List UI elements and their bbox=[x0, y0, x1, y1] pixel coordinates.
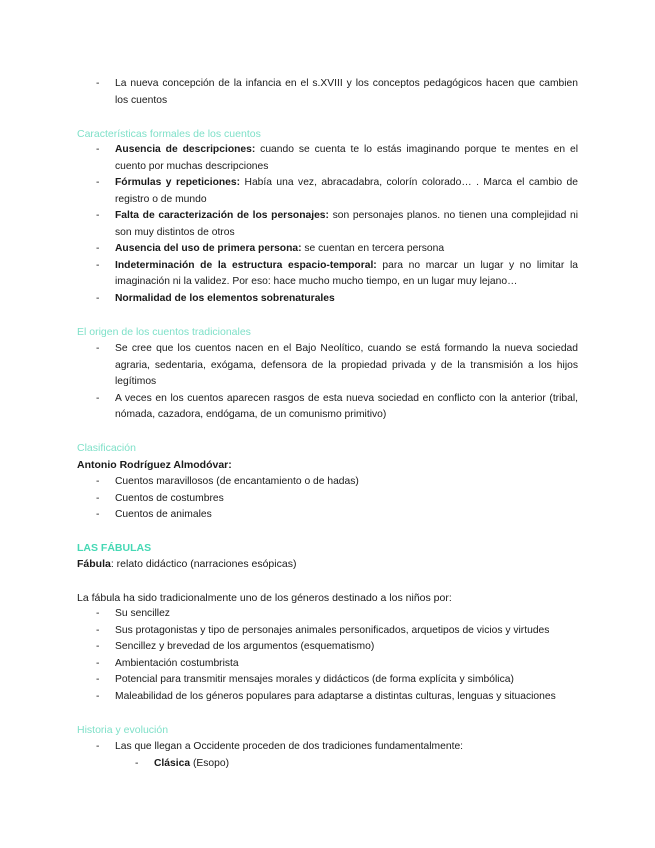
list-item bbox=[0, 474, 578, 491]
bullet-dash: - bbox=[96, 641, 100, 652]
section-heading-fabulas: LAS FÁBULAS bbox=[77, 542, 152, 554]
bullet-text: Potencial para transmitir mensajes morales y didácticos (de forma explícita y simbólica) bbox=[115, 674, 514, 685]
bullet-dash: - bbox=[96, 608, 100, 619]
bullet-dash: - bbox=[96, 210, 100, 221]
list-item bbox=[0, 639, 578, 656]
bullet-dash: - bbox=[96, 392, 100, 404]
sub-list-item bbox=[0, 756, 578, 773]
bullet-text: Se cree que los cuentos nacen en el Bajo Neolítico, cuando se está formando la nueva sociedad agraria, sedentaria, exógama, defensora de la propiedad privada y de la transmisión a los hijos legítimos bbox=[115, 343, 578, 387]
bullet-dash: - bbox=[96, 243, 100, 254]
bullet-text: cuando se cuenta te lo estás imaginando porque te mentes en el cuento por muchas descripciones bbox=[115, 144, 578, 172]
historia-list bbox=[0, 739, 655, 772]
section-heading-origen: El origen de los cuentos tradicionales bbox=[77, 326, 251, 338]
bullet-text: La nueva concepción de la infancia en el s.XVIII y los conceptos pedagógicos hacen que cambien los cuentos bbox=[115, 78, 578, 106]
bullet-text: Cuentos de animales bbox=[115, 509, 212, 520]
bullet-text: Había una vez, abracadabra, colorín colorado… . Marca el cambio de registro o de mundo bbox=[115, 177, 578, 205]
bullet-text: para no marcar un lugar y no limitar la imaginación ni la validez. Por eso: hace mucho mucho tiempo, en un lugar muy lejano… bbox=[115, 259, 578, 287]
bullet-dash: - bbox=[96, 144, 100, 155]
list-item bbox=[0, 739, 578, 756]
origen-list bbox=[0, 341, 655, 424]
bullet-dash: - bbox=[96, 492, 100, 504]
bullet-text: Maleabilidad de los géneros populares para adaptarse a distintas culturas, lenguas y situaciones bbox=[115, 690, 556, 702]
bullet-dash: - bbox=[96, 259, 100, 271]
bullet-term: Indeterminación de la estructura espacio-temporal: bbox=[115, 259, 377, 271]
list-item bbox=[0, 76, 578, 109]
bullet-dash: - bbox=[135, 757, 139, 769]
list-item bbox=[0, 142, 578, 175]
section-heading-historia: Historia y evolución bbox=[77, 724, 169, 736]
bullet-text: A veces en los cuentos aparecen rasgos de esta nueva sociedad en conflicto con la anterior (tribal, nómada, cazadora, endógama, de un comunismo primitivo) bbox=[115, 392, 578, 420]
list-item bbox=[0, 606, 578, 623]
bullet-term: Clásica bbox=[154, 757, 191, 769]
list-item bbox=[0, 391, 578, 424]
fabulas-list bbox=[0, 606, 655, 705]
fabula-definition bbox=[77, 556, 577, 573]
list-item bbox=[0, 208, 578, 241]
bullet-term: Ausencia de descripciones: bbox=[115, 144, 256, 155]
list-item bbox=[0, 291, 578, 308]
bullet-text: se cuentan en tercera persona bbox=[301, 243, 445, 254]
bullet-dash: - bbox=[96, 674, 100, 685]
bullet-text: Ambientación costumbrista bbox=[115, 657, 239, 669]
list-item bbox=[0, 623, 578, 640]
author-line bbox=[77, 457, 577, 474]
bullet-dash: - bbox=[96, 292, 100, 304]
bullet-text: Cuentos maravillosos (de encantamiento o de hadas) bbox=[115, 476, 359, 487]
bullet-text: (Esopo) bbox=[190, 757, 229, 769]
bullet-dash: - bbox=[96, 476, 100, 487]
bullet-text: Las que llegan a Occidente proceden de dos tradiciones fundamentalmente: bbox=[115, 741, 464, 752]
bullet-text: Su sencillez bbox=[115, 608, 170, 619]
bullet-term: Normalidad de los elementos sobrenaturales bbox=[115, 292, 335, 304]
bullet-dash: - bbox=[96, 741, 100, 752]
list-item bbox=[0, 672, 578, 689]
bullet-dash: - bbox=[96, 78, 100, 89]
bullet-dash: - bbox=[96, 624, 100, 636]
bullet-dash: - bbox=[96, 177, 100, 188]
section-heading-clasificacion: Clasificación bbox=[77, 442, 136, 454]
bullet-dash: - bbox=[96, 509, 100, 520]
list-item bbox=[0, 689, 578, 706]
clasificacion-list bbox=[0, 474, 655, 524]
bullet-dash: - bbox=[96, 343, 100, 354]
list-item bbox=[0, 175, 578, 208]
list-item bbox=[0, 656, 578, 673]
list-item bbox=[0, 341, 578, 391]
caracteristicas-list bbox=[0, 142, 655, 307]
author-name: Antonio Rodríguez Almodóvar: bbox=[77, 459, 232, 471]
bullet-term: Falta de caracterización de los personajes: bbox=[115, 210, 329, 221]
list-item bbox=[0, 258, 578, 291]
bullet-dash: - bbox=[96, 657, 100, 669]
bullet-text: Sencillez y brevedad de los argumentos (esquematismo) bbox=[115, 641, 375, 652]
bullet-text: son personajes planos. no tienen una complejidad ni son muy distintos de otros bbox=[115, 210, 578, 238]
list-item bbox=[0, 491, 578, 508]
bullet-term: Fórmulas y repeticiones: bbox=[115, 177, 241, 188]
bullet-term: Ausencia del uso de primera persona: bbox=[115, 243, 302, 254]
bullet-text: Cuentos de costumbres bbox=[115, 492, 224, 504]
bullet-text: Sus protagonistas y tipo de personajes animales personificados, arquetipos de vicios y virtudes bbox=[115, 624, 550, 636]
list-item bbox=[0, 507, 578, 524]
intro-list bbox=[0, 76, 655, 109]
definition-term: Fábula bbox=[77, 558, 111, 570]
definition-text: : relato didáctico (narraciones esópicas) bbox=[110, 558, 297, 570]
fabula-lead: La fábula ha sido tradicionalmente uno de los géneros destinado a los niños por: bbox=[77, 592, 452, 604]
bullet-dash: - bbox=[96, 690, 100, 702]
section-heading-caracteristicas: Características formales de los cuentos bbox=[77, 128, 261, 140]
list-item bbox=[0, 241, 578, 258]
